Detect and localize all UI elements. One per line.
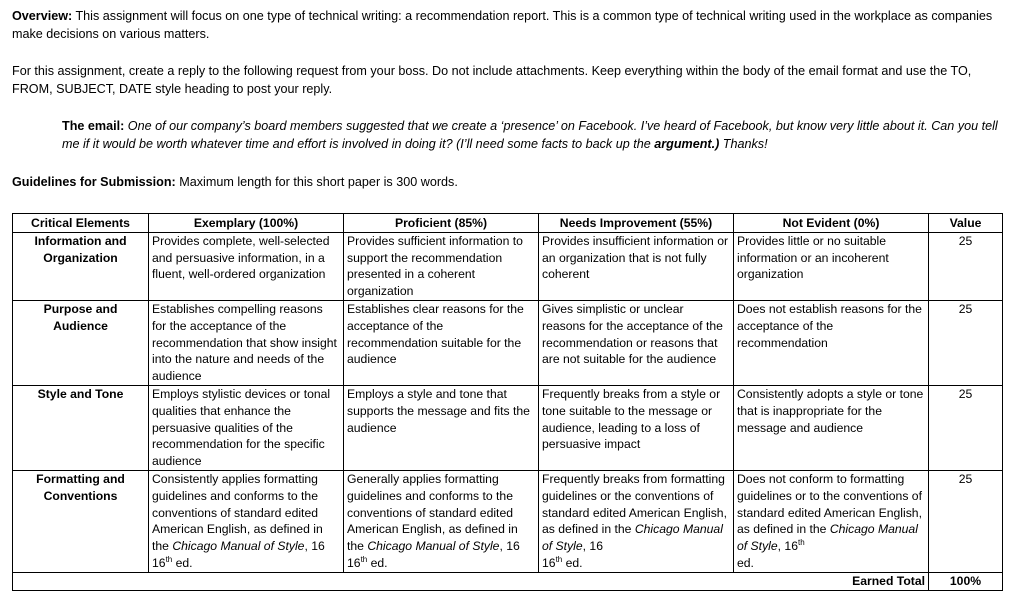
not-evident-cell xyxy=(734,470,929,572)
total-row xyxy=(13,572,1003,590)
proficient-cell: Employs a style and tone that supports the message and fits the audience xyxy=(344,385,539,470)
earned-total-value: 100% xyxy=(929,572,1003,590)
value-cell: 25 xyxy=(929,300,1003,385)
edition-prefix: , 16 xyxy=(582,539,603,554)
exemplary-cell: Provides complete, well-selected and persuasive information, in a fluent, well-ordered organization xyxy=(149,232,344,300)
exemplary-cell: Employs stylistic devices or tonal qualities that enhance the persuasive qualities of the recommendation for the specific audience xyxy=(149,385,344,470)
email-label: The email: xyxy=(62,119,125,133)
edition-suffix: th xyxy=(798,538,805,548)
table-row xyxy=(13,470,1003,572)
edition-prefix: , 16 xyxy=(304,539,325,554)
earned-total-label: Earned Total xyxy=(13,572,929,590)
email-text: One of our company’s board members suggested that we create a ‘presence’ on Facebook. I’ve heard of Facebook, but know very little about it. Can you tell me if it would be worth whatever time and effort is involved in doing it? (I’ll need some facts to back up the xyxy=(62,119,998,151)
table-row xyxy=(13,300,1003,385)
needs-improvement-text: Frequently breaks from formatting guidelines or the conventions of standard edited American English, as defined in the xyxy=(542,471,727,537)
edition-suffix: th xyxy=(555,554,563,564)
proficient-cell: Establishes clear reasons for the acceptance of the recommendation suitable for the audience xyxy=(344,300,539,385)
value-cell: 25 xyxy=(929,470,1003,572)
not-evident-text: Does not conform to formatting guidelines or to the conventions of standard edited American English, as defined in the xyxy=(737,471,922,537)
critical-element: Information and Organization xyxy=(13,232,149,300)
proficient-cell: Provides sufficient information to support the recommendation presented in a coherent organization xyxy=(344,232,539,300)
rubric-table xyxy=(12,213,1003,591)
needs-improvement-cell: Gives simplistic or unclear reasons for the acceptance of the recommendation or reasons that are not suitable for the audience xyxy=(539,300,734,385)
value-cell: 25 xyxy=(929,385,1003,470)
manual-title: Chicago Manual of Style xyxy=(172,539,305,554)
value-cell: 25 xyxy=(929,232,1003,300)
edition-number: 16 xyxy=(347,555,361,570)
email-paragraph xyxy=(62,117,1007,153)
needs-improvement-cell: Provides insufficient information or an organization that is not fully coherent xyxy=(539,232,734,300)
email-text-end: Thanks! xyxy=(719,137,768,151)
guidelines-paragraph xyxy=(12,173,1012,191)
rubric-header-row xyxy=(13,214,1003,233)
proficient-text: Generally applies formatting guidelines and conforms to the conventions of standard edited American English, as defined in the xyxy=(347,471,518,554)
header-proficient: Proficient (85%) xyxy=(344,214,539,233)
header-needs-improvement: Needs Improvement (55%) xyxy=(539,214,734,233)
edition-text: ed. xyxy=(367,555,388,570)
email-text-bold: argument.) xyxy=(654,137,720,151)
edition-number: 16 xyxy=(542,555,556,570)
guidelines-label: Guidelines for Submission: xyxy=(12,175,176,189)
proficient-cell xyxy=(344,470,539,572)
edition-suffix: th xyxy=(360,554,368,564)
edition-suffix: th xyxy=(165,554,173,564)
table-row xyxy=(13,385,1003,470)
edition-text: ed. xyxy=(737,555,754,570)
edition-prefix: , 16 xyxy=(499,539,520,554)
not-evident-cell: Does not establish reasons for the acceptance of the recommendation xyxy=(734,300,929,385)
edition-number: 16 xyxy=(152,555,166,570)
overview-label: Overview: xyxy=(12,9,73,23)
exemplary-cell xyxy=(149,470,344,572)
manual-title: Chicago Manual of Style xyxy=(737,522,918,554)
guidelines-text: Maximum length for this short paper is 300 words. xyxy=(175,175,458,189)
needs-improvement-cell: Frequently breaks from a style or tone suitable to the message or audience, leading to a loss of persuasive impact xyxy=(539,385,734,470)
overview-text: This assignment will focus on one type of technical writing: a recommendation report. This is a common type of technical writing used in the workplace as companies make decisions on various matters. xyxy=(12,9,993,41)
header-value: Value xyxy=(929,214,1003,233)
header-exemplary: Exemplary (100%) xyxy=(149,214,344,233)
critical-element: Style and Tone xyxy=(13,385,149,470)
header-critical-elements: Critical Elements xyxy=(13,214,149,233)
header-not-evident: Not Evident (0%) xyxy=(734,214,929,233)
overview-paragraph xyxy=(12,7,1012,43)
not-evident-cell: Provides little or no suitable information or an incoherent organization xyxy=(734,232,929,300)
not-evident-cell: Consistently adopts a style or tone that is inappropriate for the message and audience xyxy=(734,385,929,470)
edition-prefix: , 16 xyxy=(777,539,798,554)
manual-title: Chicago Manual of Style xyxy=(367,539,500,554)
manual-title: Chicago Manual of Style xyxy=(542,522,723,554)
edition-text: ed. xyxy=(562,555,583,570)
exemplary-cell: Establishes compelling reasons for the acceptance of the recommendation that show insight into the nature and needs of the audience xyxy=(149,300,344,385)
critical-element: Purpose and Audience xyxy=(13,300,149,385)
table-row xyxy=(13,232,1003,300)
instructions-paragraph: For this assignment, create a reply to the following request from your boss. Do not include attachments. Keep everything within the body of the email format and use the TO, FROM, SUBJECT, DATE style heading to post your reply. xyxy=(12,64,972,96)
critical-element: Formatting and Conventions xyxy=(13,470,149,572)
exemplary-text: Consistently applies formatting guidelines and conforms to the conventions of standard edited American English, as defined in the xyxy=(152,471,323,554)
needs-improvement-cell xyxy=(539,470,734,572)
edition-text: ed. xyxy=(172,555,193,570)
